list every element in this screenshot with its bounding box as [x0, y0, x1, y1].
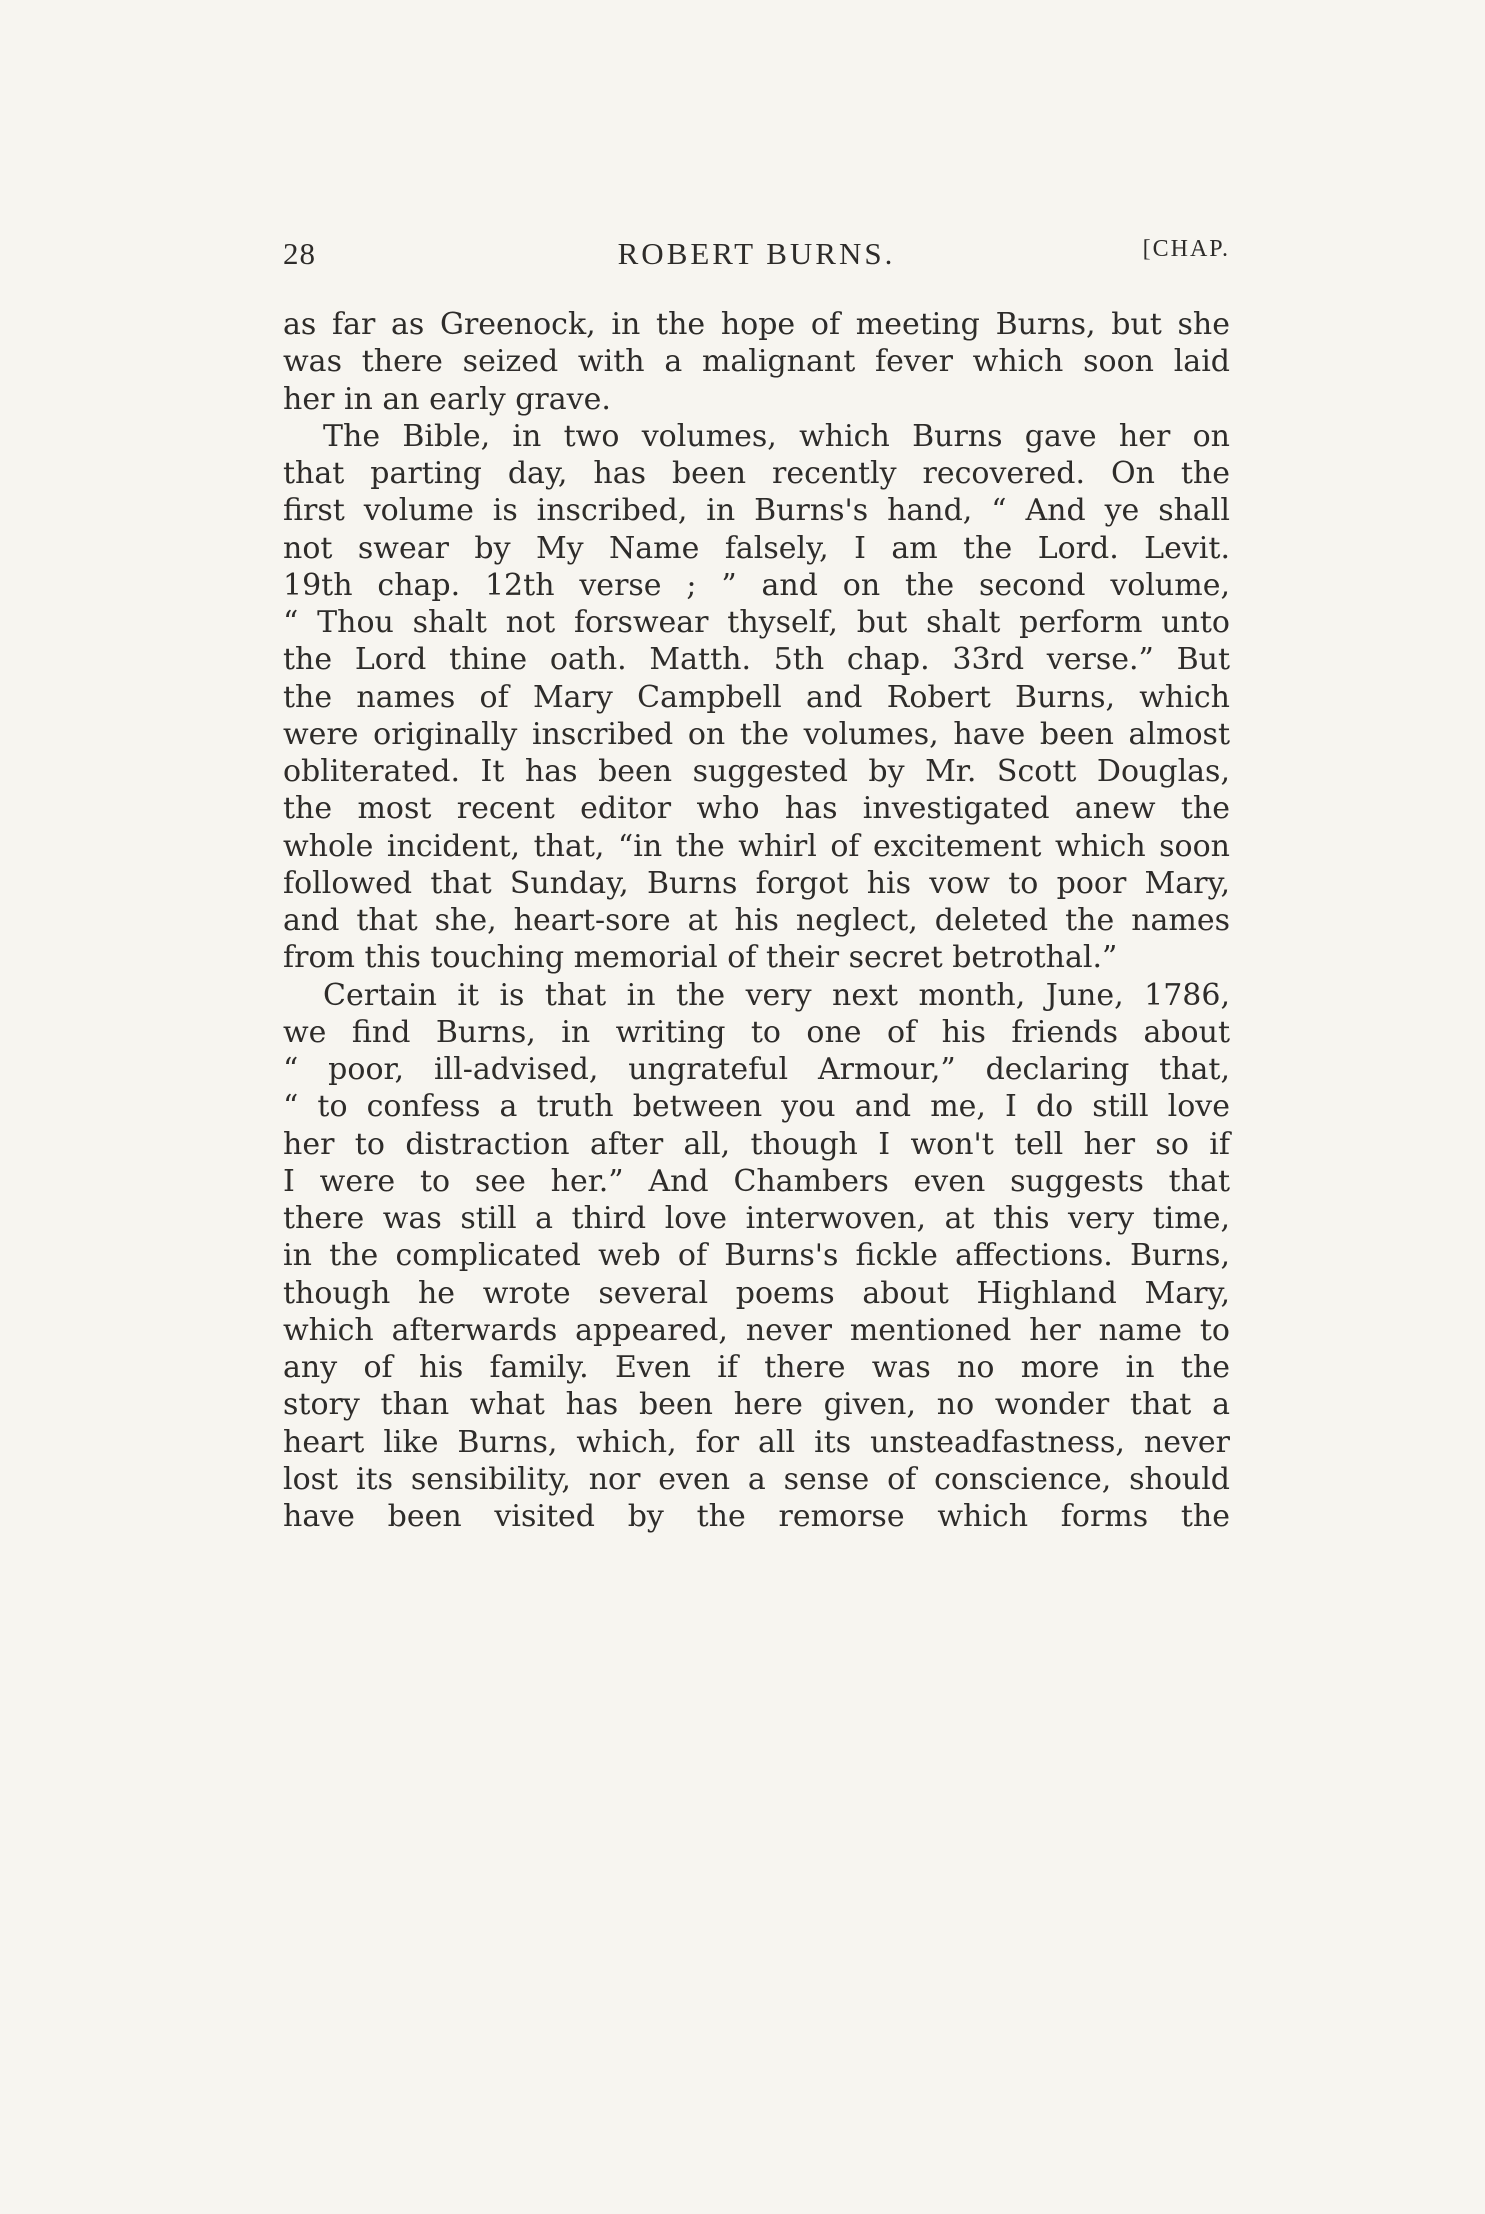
running-head: [283, 236, 1230, 276]
running-title: ROBERT BURNS.: [617, 236, 896, 271]
text-line: obliterated. It has been suggested by Mr. Scott Douglas,: [283, 754, 1230, 789]
text-line: I were to see her.” And Chambers even suggests that: [283, 1163, 1230, 1199]
text-line: we find Burns, in writing to one of his friends about: [283, 1014, 1230, 1050]
text-line: The Bible, in two volumes, which Burns gave her on: [323, 418, 1230, 454]
text-line: the names of Mary Campbell and Robert Burns, which: [283, 679, 1230, 715]
body-text: [283, 306, 1230, 1535]
text-line: followed that Sunday, Burns forgot his vow to poor Mary,: [283, 865, 1230, 901]
text-line: any of his family. Even if there was no more in the: [283, 1350, 1230, 1385]
text-line: and that she, heart-sore at his neglect, deleted the names: [283, 903, 1230, 938]
text-line: not swear by My Name falsely, I am the Lord. Levit.: [283, 530, 1230, 566]
text-line: whole incident, that, “in the whirl of excitement which soon: [283, 828, 1230, 864]
chapter-abbreviation: [CHAP.: [1142, 236, 1230, 262]
text-line: “ Thou shalt not forswear thyself, but shalt perform unto: [283, 605, 1230, 640]
text-line: “ to confess a truth between you and me, I do still love: [283, 1089, 1230, 1125]
text-line: story than what has been here given, no wonder that a: [283, 1387, 1230, 1423]
text-line: from this touching memorial of their secret betrothal.”: [283, 940, 1118, 976]
text-line: the most recent editor who has investigated anew the: [283, 791, 1230, 827]
text-line: “ poor, ill-advised, ungrateful Armour,” declaring that,: [283, 1052, 1230, 1087]
text-line: her to distraction after all, though I won't tell her so if: [283, 1126, 1230, 1162]
text-line: her in an early grave.: [283, 381, 611, 417]
text-line: heart like Burns, which, for all its unsteadfastness, never: [283, 1424, 1230, 1460]
page-number: 28: [283, 236, 316, 271]
text-line: 19th chap. 12th verse ; ” and on the second volume,: [283, 567, 1230, 603]
text-line: were originally inscribed on the volumes, have been almost: [283, 716, 1230, 752]
text-line: the Lord thine oath. Matth. 5th chap. 33rd verse.” But: [283, 642, 1230, 678]
text-line: was there seized with a malignant fever which soon laid: [283, 344, 1230, 380]
text-line: as far as Greenock, in the hope of meeting Burns, but she: [283, 307, 1230, 342]
text-line: though he wrote several poems about Highland Mary,: [283, 1275, 1230, 1311]
text-line: which afterwards appeared, never mentioned her name to: [283, 1312, 1230, 1348]
text-line: there was still a third love interwoven, at this very time,: [283, 1201, 1230, 1236]
text-line: that parting day, has been recently recovered. On the: [283, 456, 1230, 491]
text-line: in the complicated web of Burns's fickle affections. Burns,: [283, 1238, 1230, 1274]
text-line: have been visited by the remorse which forms the: [283, 1499, 1230, 1534]
text-line: lost its sensibility, nor even a sense of conscience, should: [283, 1461, 1230, 1497]
text-line: Certain it is that in the very next month, June, 1786,: [323, 977, 1230, 1013]
text-line: first volume is inscribed, in Burns's hand, “ And ye shall: [283, 493, 1230, 529]
